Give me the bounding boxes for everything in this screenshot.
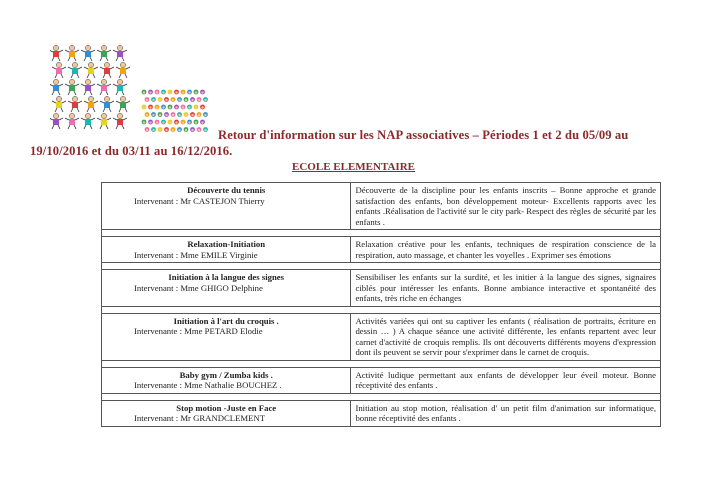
feedback-cell: Initiation au stop motion, réalisation d' un petit film d'animation sur informatique, bonne réceptivité des enfants . <box>351 400 661 426</box>
document-title <box>30 127 695 159</box>
row-gap <box>102 306 661 313</box>
activity-name: Initiation à la langue des signes <box>168 272 285 282</box>
activity-cell <box>102 183 351 230</box>
feedback-cell: Découverte de la discipline pour les enfants inscrits – Bonne approche et grande satisfaction des enfants, bon développement moteur- Excellents rapports avec les enfants .Réalisation de l'activité sur le city park- Respect des règles de sécurité par les enfants . <box>351 183 661 230</box>
feedback-cell: Activité ludique permettant aux enfants de développer leur éveil moteur. Bonne réceptivité des enfants . <box>351 367 661 393</box>
row-gap <box>102 230 661 237</box>
table-row <box>102 367 661 393</box>
activity-intervenant: Intervenant : Mr CASTEJON Thierry <box>134 195 265 206</box>
activity-cell <box>102 400 351 426</box>
activity-name: Relaxation-Initiation <box>187 239 266 249</box>
title-line-1: Retour d'information sur les NAP associatives – Périodes 1 et 2 du 05/09 au <box>218 128 629 142</box>
activity-cell <box>102 237 351 263</box>
activity-cell <box>102 313 351 360</box>
activity-intervenant: Intervenant : Mme EMILE Virginie <box>134 249 258 260</box>
table-row <box>102 237 661 263</box>
row-gap <box>102 263 661 270</box>
activity-intervenant: Intervenante : Mme Nathalie BOUCHEZ . <box>134 380 282 390</box>
activity-name: Stop motion -Juste en Face <box>176 402 277 413</box>
feedback-cell: Sensibiliser les enfants sur la surdité, et les initier à la langue des signes, signaires ciblés pour intéresser les enfants. Bonne ambiance interactive et spontanéité des enfants, très riche en échanges <box>351 270 661 307</box>
school-heading: ECOLE ELEMENTAIRE <box>292 161 415 173</box>
activity-intervenant: Intervenante : Mme PETARD Elodie <box>134 326 263 336</box>
feedback-cell: Activités variées qui ont su captiver les enfants ( réalisation de portraits, écriture en dessin … ) A chaque séance une activité différente, les enfants repartent avec leur carnet d'activité de croquis remplis. Ils ont découverts différents moyens d'expression dont ils peuvent se servir pour s'exprimer dans le carnet de croquis. <box>351 313 661 360</box>
feedback-cell: Relaxation créative pour les enfants, techniques de respiration conscience de la respiration, auto massage, et chanter les voyelles . Exprimer ses émotions <box>351 237 661 263</box>
activity-cell <box>102 367 351 393</box>
table-row <box>102 313 661 360</box>
table-row <box>102 400 661 426</box>
activity-name: Baby gym / Zumba kids . <box>179 369 273 380</box>
table-row <box>102 270 661 307</box>
title-line-2: 19/10/2016 et du 03/11 au 16/12/2016. <box>30 144 233 158</box>
activity-intervenant: Intervenant : Mr GRANDCLEMENT <box>134 413 266 423</box>
row-gap <box>102 360 661 367</box>
activity-intervenant: Intervenant : Mme GHIGO Delphine <box>134 282 263 293</box>
activities-table <box>101 182 661 427</box>
activity-name: Initiation à l'art du croquis . <box>173 315 279 326</box>
activity-name: Découverte du tennis <box>187 185 266 195</box>
table-row <box>102 183 661 230</box>
children-clipart-logo <box>50 42 134 132</box>
row-gap <box>102 393 661 400</box>
activity-cell <box>102 270 351 307</box>
